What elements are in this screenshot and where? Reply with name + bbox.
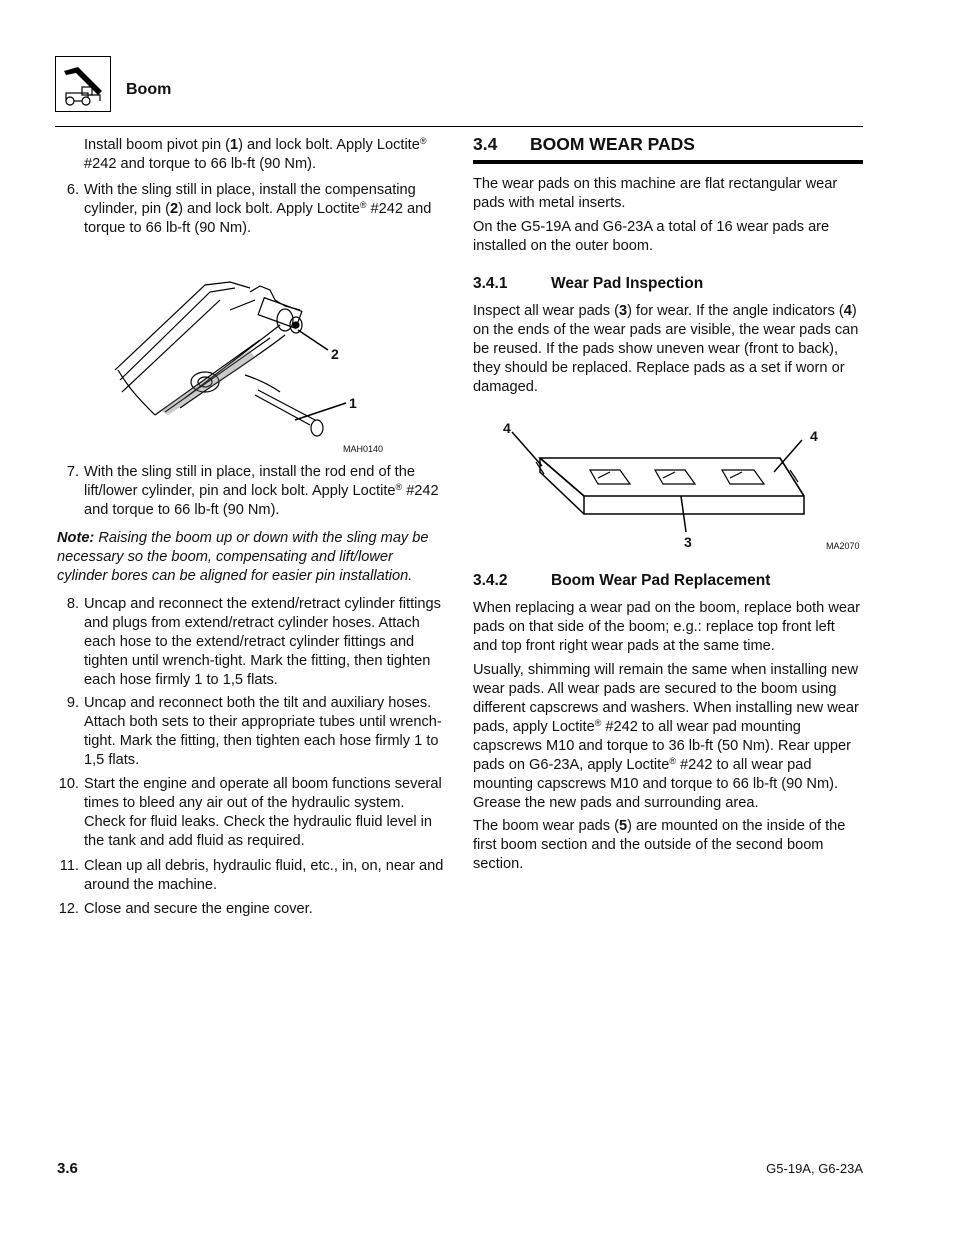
section-heading: 3.4 BOOM WEAR PADS (473, 134, 695, 154)
section-logo (55, 56, 111, 112)
model-designation: G5-19A, G6-23A (766, 1161, 863, 1176)
wear-pad-figure (500, 410, 830, 540)
replacement-paragraph-3: The boom wear pads (5) are mounted on the inside of the first boom section and the outside of the second boom section. (473, 818, 846, 872)
figure2-callout-4-right: 4 (810, 428, 818, 444)
wear-pads-paragraph-2: On the G5-19A and G6-23A a total of 16 wear pads are installed on the outer boom. (473, 219, 830, 254)
page-number: 3.6 (57, 1160, 78, 1177)
boom-pivot-figure (110, 280, 400, 455)
inspection-paragraph: Inspect all wear pads (3) for wear. If the angle indicators (4) on the ends of the wear pads are visible, the wear pads can be reused. If the pads show uneven wear (front to back), they should be replaced. Replace pads as a set if worn or damaged. (473, 303, 859, 395)
intro-paragraph: Install boom pivot pin (1) and lock bolt. Apply Loctite® #242 and torque to 66 lb-ft (90 Nm). (84, 136, 427, 172)
figure2-callout-3: 3 (684, 534, 692, 550)
figure2-callout-4-left: 4 (503, 420, 511, 436)
step-8: 8. Uncap and reconnect the extend/retract cylinder fittings and plugs from extend/retract cylinder hoses. Attach each hose to the extend/retract cylinder fittings and tighten until wrench-tight. Mark the fitting, then tighten each hose firmly 1 to 1,5 flats. (66, 596, 441, 688)
subsection-replacement-heading: 3.4.2 Boom Wear Pad Replacement (473, 572, 771, 589)
replacement-paragraph-2: Usually, shimming will remain the same when installing new wear pads. All wear pads are secured to the boom using different capscrews and washers. When installing new wear pads, apply Loctite® #242 to all wear pad mounting capscrews M10 and torque to 36 lb-ft (50 Nm). Rear upper pads on G6-23A, apply Loctite® #242 to all wear pad mounting capscrews M10 and torque to 66 lb-ft (90 Nm). Grease the new pads and surrounding area. (473, 662, 859, 811)
step-7: 7. With the sling still in place, install the rod end of the lift/lower cylinder, pin and lock bolt. Apply Loctite® #242 and torque to 66 lb-ft (90 Nm). (57, 463, 445, 520)
boom-pivot-illustration (110, 280, 400, 455)
figure1-code: MAH0140 (343, 444, 384, 454)
step-6: 6. With the sling still in place, install the compensating cylinder, pin (2) and lock bolt. Apply Loctite® #242 and torque to 66 lb-ft (90 Nm). (57, 181, 445, 238)
note-paragraph: Note: Raising the boom up or down with the sling may be necessary so the boom, compensating and lift/lower cylinder bores can be aligned for easier pin installation. (57, 530, 429, 584)
step-10: 10. Start the engine and operate all boom functions several times to bleed any air out of the hydraulic system. Check for fluid leaks. Check the hydraulic fluid level in the tank and add fluid as required. (58, 776, 442, 849)
step-6-text: With the sling still in place, install the compensating cylinder, pin (2) and lock bolt. Apply Loctite® #242 and torque to 66 lb-ft (90 Nm). (84, 182, 432, 236)
step-7-text: With the sling still in place, install the rod end of the lift/lower cylinder, pin and lock bolt. Apply Loctite® #242 and torque to 66 lb-ft (90 Nm). (84, 464, 439, 518)
figure1-callout-1: 1 (349, 395, 357, 411)
replacement-paragraph-1: When replacing a wear pad on the boom, replace both wear pads on that side of the boom; e.g.: replace top front left and top front right wear pads at the same time. (473, 600, 860, 654)
step-12: 12. Close and secure the engine cover. (58, 901, 313, 917)
wear-pads-paragraph-1: The wear pads on this machine are flat rectangular wear pads with metal inserts. (473, 176, 838, 211)
figure2-code: MA2070 (826, 541, 860, 551)
header-title: Boom (126, 81, 172, 98)
figure1-callout-2: 2 (331, 346, 339, 362)
step-11: 11. Clean up all debris, hydraulic fluid, etc., in, on, near and around the machine. (59, 858, 444, 893)
section-rule (473, 160, 863, 164)
subsection-inspection-heading: 3.4.1 Wear Pad Inspection (473, 275, 704, 292)
step-9: 9. Uncap and reconnect both the tilt and auxiliary hoses. Attach both sets to their appropriate tubes until wrench-tight. Mark the fitting, then tighten each hose firmly 1 to 1,5 flats. (66, 695, 442, 768)
note-label: Note: (57, 530, 95, 546)
wear-pad-illustration (500, 410, 830, 540)
telehandler-icon (56, 57, 110, 111)
header-rule (55, 126, 863, 127)
